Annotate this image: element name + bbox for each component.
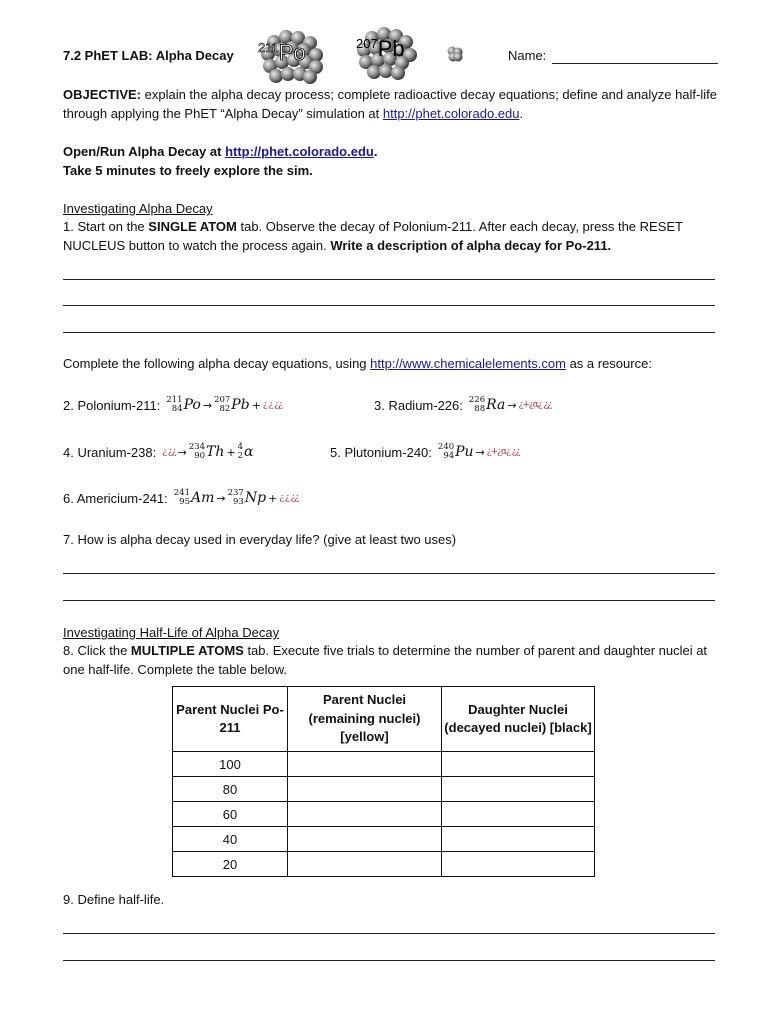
pb-207-nuclide: 207 82 Pb [214,395,250,414]
phet-link-2[interactable]: http://phet.colorado.edu [225,144,374,159]
equation-5: 5. Plutonium-240: 240 94 Pu → ¿+¿α¿ ¿¿ [330,442,520,461]
blank-product[interactable]: ¿ ¿ ¿¿ [262,400,282,410]
equation-3: 3. Radium-226: 226 88 Ra → ¿+¿α¿ ¿¿ [374,395,552,414]
equation-6: 6. Americium-241: 241 95 Am → 237 93 Np + ¿ ¿ ¿¿ [63,488,299,507]
blank-product[interactable]: ¿ ¿ ¿¿ [279,493,299,503]
lead-nucleus-image [354,26,420,82]
answer-line[interactable] [63,332,715,333]
objective: OBJECTIVE: explain the alpha decay process; complete radioactive decay equations; define and analyze half-life through applying the PhET “Alpha Decay” simulation at http://phet.colorado.edu. [63,87,717,121]
question-7: 7. How is alpha decay used in everyday life? (give at least two uses) [63,532,457,547]
name-label: Name: [508,48,547,63]
table-header: Parent Nuclei (remaining nuclei) [yellow] [288,687,442,752]
table-row: 20 [173,852,595,877]
equation-4: 4. Uranium-238: ¿ ¿¿ → 234 90 Th + 4 2 α [63,442,254,461]
section-heading-alpha-decay: Investigating Alpha Decay [63,201,213,216]
open-run-instruction: Open/Run Alpha Decay at http://phet.colorado.edu. Take 5 minutes to freely explore the sim. [63,144,378,178]
pb-mass-number: 207 [356,36,378,51]
equations-intro: Complete the following alpha decay equations, using http://www.chemicalelements.com as a resource: [63,356,652,371]
am-241-nuclide: 241 95 Am [173,488,215,507]
polonium-nucleus-image [258,28,328,86]
question-8: 8. Click the MULTIPLE ATOMS tab. Execute five trials to determine the number of parent and daughter nuclei at one half-life. Complete the table below. [63,643,708,677]
table-row: 40 [173,827,595,852]
alpha-particle: 4 2 α [237,442,254,461]
answer-line[interactable] [63,279,715,280]
blank-product[interactable]: ¿+¿α¿ ¿¿ [486,447,520,457]
answer-line[interactable] [63,573,715,574]
blank-product[interactable]: ¿+¿α¿ ¿¿ [518,400,552,410]
th-234-nuclide: 234 90 Th [188,442,225,461]
page-title: 7.2 PhET LAB: Alpha Decay [63,48,234,63]
section-heading-half-life: Investigating Half-Life of Alpha Decay [63,625,280,640]
chemicalelements-link[interactable]: http://www.chemicalelements.com [370,356,566,371]
po-211-nuclide: 211 84 Po [166,395,201,414]
pb-symbol: Pb [377,36,405,61]
answer-line[interactable] [63,305,715,306]
po-mass-number: 211 [258,40,279,55]
table-header: Daughter Nuclei (decayed nuclei) [black] [442,687,595,752]
half-life-table [172,686,595,877]
po-symbol: Po [278,40,306,65]
table-row: 80 [173,777,595,802]
alpha-particle-image [446,46,464,65]
table-row: 100 [173,752,595,777]
blank-reactant[interactable]: ¿ ¿¿ [162,447,176,457]
ra-226-nuclide: 226 88 Ra [468,395,506,414]
answer-line[interactable] [63,960,715,961]
answer-line[interactable] [63,600,715,601]
pu-240-nuclide: 240 94 Pu [437,442,474,461]
np-237-nuclide: 237 93 Np [227,488,267,507]
question-9: 9. Define half-life. [63,892,165,907]
table-header: Parent Nuclei Po-211 [173,687,288,752]
phet-link[interactable]: http://phet.colorado.edu [382,105,520,121]
table-row: 60 [173,802,595,827]
name-field[interactable] [552,63,718,64]
question-1: 1. Start on the SINGLE ATOM tab. Observe the decay of Polonium-211. After each decay, press the RESET NUCLEUS button to watch the process again. Write a description of alpha decay for Po-211. [63,219,683,253]
answer-line[interactable] [63,933,715,934]
equation-2: 2. Polonium-211: 211 84 Po → 207 82 Pb + ¿ ¿ ¿¿ [63,395,282,414]
